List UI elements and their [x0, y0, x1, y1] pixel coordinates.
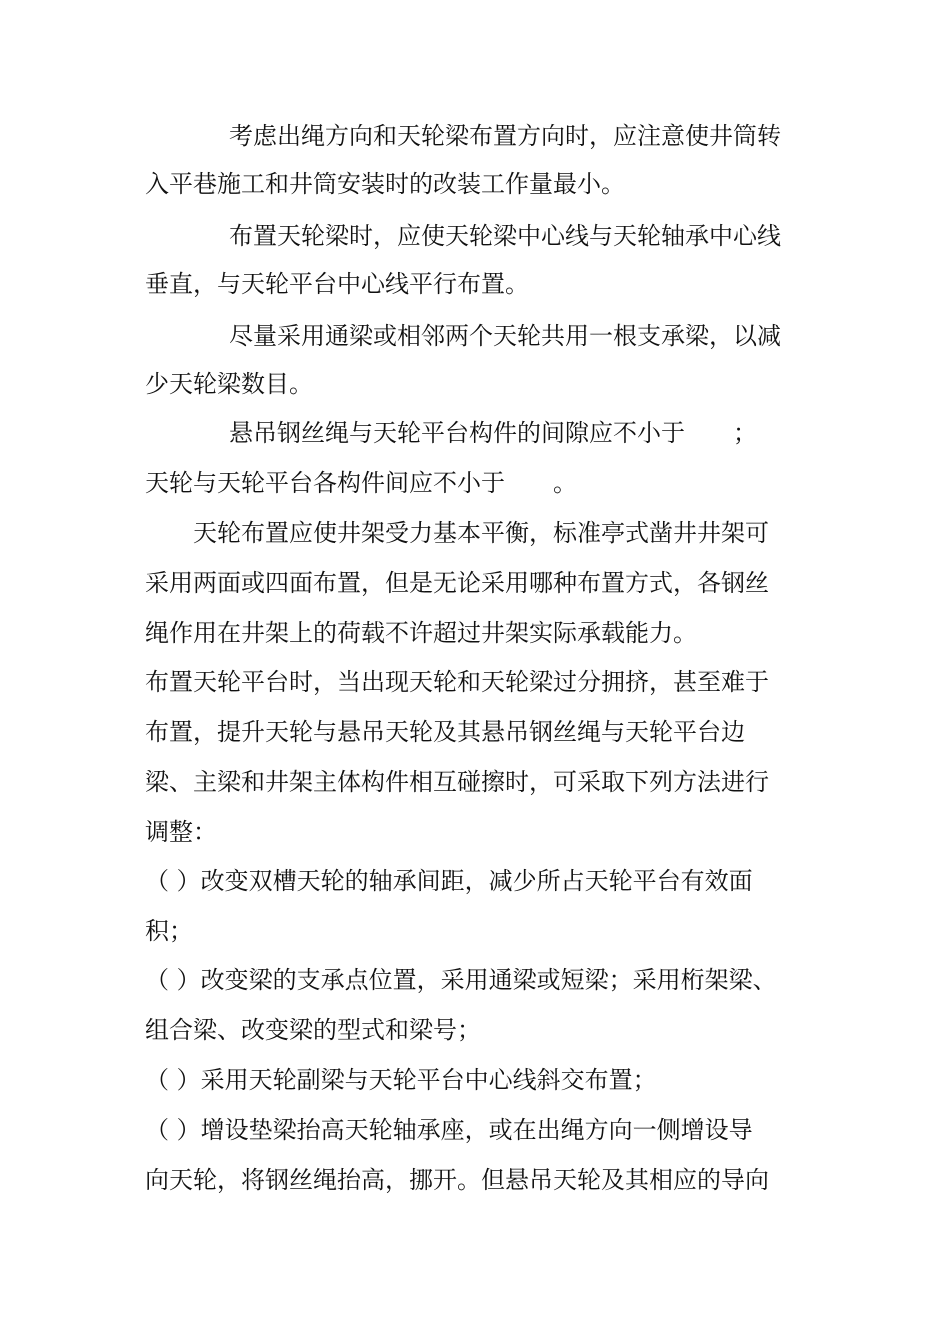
text-line: 布置天轮梁时，应使天轮梁中心线与天轮轴承中心线 — [229, 222, 781, 250]
text-line: 采用两面或四面布置，但是无论采用哪种布置方式，各钢丝 — [145, 569, 769, 597]
text-line: （ ）改变梁的支承点位置，采用通梁或短梁；采用桁架梁、 — [145, 966, 777, 994]
text-line: （ ）改变双槽天轮的轴承间距，减少所占天轮平台有效面 — [145, 867, 753, 895]
text-line: 入平巷施工和井筒安装时的改装工作量最小。 — [145, 170, 625, 198]
text-line: 积； — [145, 917, 193, 945]
text-line: 向天轮，将钢丝绳抬高，挪开。但悬吊天轮及其相应的导向 — [145, 1166, 769, 1194]
text-line: 绳作用在井架上的荷载不许超过井架实际承载能力。 — [145, 619, 697, 647]
text-line: （ ）采用天轮副梁与天轮平台中心线斜交布置； — [145, 1066, 657, 1094]
text-line: 尽量采用通梁或相邻两个天轮共用一根支承梁，以减 — [229, 322, 781, 350]
text-line: 天轮布置应使井架受力基本平衡，标准亭式凿井井架可 — [193, 519, 769, 547]
text-line: 梁、主梁和井架主体构件相互碰擦时，可采取下列方法进行 — [145, 768, 769, 796]
text-line: 天轮与天轮平台各构件间应不小于 。 — [145, 469, 577, 497]
text-line: 考虑出绳方向和天轮梁布置方向时，应注意使井筒转 — [229, 122, 781, 150]
text-line: 垂直，与天轮平台中心线平行布置。 — [145, 270, 529, 298]
text-line: （ ）增设垫梁抬高天轮轴承座，或在出绳方向一侧增设导 — [145, 1116, 753, 1144]
text-line: 组合梁、改变梁的型式和梁号； — [145, 1016, 481, 1044]
text-line: 调整： — [145, 818, 217, 846]
text-line: 布置，提升天轮与悬吊天轮及其悬吊钢丝绳与天轮平台边 — [145, 718, 745, 746]
text-line: 布置天轮平台时，当出现天轮和天轮梁过分拥挤，甚至难于 — [145, 668, 769, 696]
text-line: 悬吊钢丝绳与天轮平台构件的间隙应不小于 ； — [229, 419, 757, 447]
text-line: 少天轮梁数目。 — [145, 370, 313, 398]
